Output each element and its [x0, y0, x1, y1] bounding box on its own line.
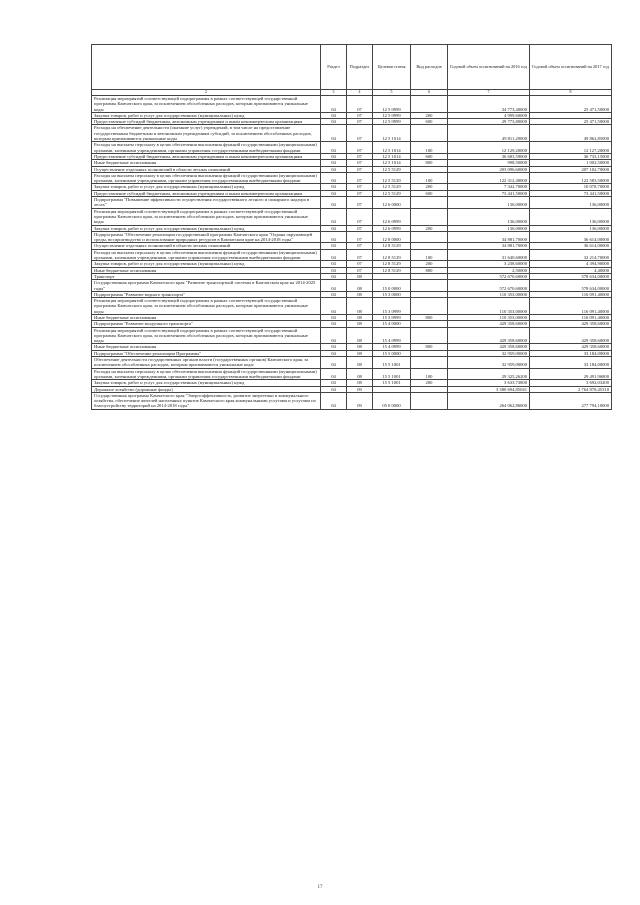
row-section-cell: 04 — [321, 197, 347, 209]
row-2017-value-cell: 33 184,00000 — [530, 357, 612, 369]
row-target-article-cell: 15 4 0999 — [373, 327, 411, 344]
page-number: 17 — [317, 885, 323, 890]
row-target-article-cell: 12 6 0999 — [373, 225, 411, 231]
row-subsection-cell: 08 — [347, 357, 373, 369]
row-name-cell: Осуществление отдельных полномочий в области лесных отношений — [92, 166, 321, 172]
row-section-cell: 04 — [321, 368, 347, 380]
row-target-article-cell: 12 5 0999 — [373, 112, 411, 118]
row-2016-value-cell: 49 811,29000 — [448, 125, 530, 142]
row-target-article-cell: 15 3 0999 — [373, 314, 411, 320]
row-2017-value-cell: 36 733,15000 — [530, 153, 612, 159]
row-expense-type-cell: 100 — [411, 249, 448, 261]
row-subsection-cell: 07 — [347, 208, 373, 225]
row-name-cell: Закупка товаров, работ и услуг для государственных (муниципальных) нужд — [92, 261, 321, 267]
row-2016-value-cell: 34 881,70000 — [448, 231, 530, 243]
row-subsection-cell: 08 — [347, 380, 373, 386]
row-2016-value-cell: 7 342,70000 — [448, 184, 530, 190]
row-subsection-cell: 08 — [347, 280, 373, 292]
row-section-cell: 04 — [321, 380, 347, 386]
row-name-cell: Реализация мероприятий соответствующей подпрограммы в рамках соответствующей государственной программы Камчатского края, за исключением обособленных расходов, которым присваиваются уникальные коды — [92, 298, 321, 315]
row-expense-type-cell — [411, 280, 448, 292]
row-target-article-cell: 12 5 1014 — [373, 153, 411, 159]
row-2017-value-cell: 25 471,50000 — [530, 119, 612, 125]
row-2017-value-cell: 116 091,40000 — [530, 298, 612, 315]
table-header-row — [92, 45, 612, 90]
row-target-article-cell: 15 3 0000 — [373, 291, 411, 297]
row-name-cell: Предоставление субсидий бюджетным, автономным учреждениям и иным некоммерческим организациям — [92, 190, 321, 196]
row-section-cell: 04 — [321, 267, 347, 273]
row-subsection-cell: 07 — [347, 112, 373, 118]
row-2017-value-cell: 4,40000 — [530, 267, 612, 273]
row-expense-type-cell: 600 — [411, 119, 448, 125]
row-section-cell: 04 — [321, 344, 347, 350]
row-subsection-cell: 07 — [347, 184, 373, 190]
header-subsection: Подраздел — [347, 45, 373, 90]
row-2017-value-cell: 32 214,70000 — [530, 249, 612, 261]
row-name-cell: Закупка товаров, работ и услуг для государственных (муниципальных) нужд — [92, 225, 321, 231]
row-section-cell: 04 — [321, 261, 347, 267]
row-target-article-cell: 05 0 0000 — [373, 392, 411, 409]
row-target-article-cell: 15 5 1001 — [373, 380, 411, 386]
row-2016-value-cell: 136,00000 — [448, 197, 530, 209]
row-2016-value-cell: 32 959,00000 — [448, 357, 530, 369]
row-2017-value-cell: 29 491,96800 — [530, 368, 612, 380]
row-subsection-cell: 07 — [347, 261, 373, 267]
row-2017-value-cell: 429 358,60000 — [530, 327, 612, 344]
row-2017-value-cell: 116 091,40000 — [530, 314, 612, 320]
row-2016-value-cell: 32 959,00000 — [448, 350, 530, 356]
row-2017-value-cell: 116 091,40000 — [530, 291, 612, 297]
row-section-cell: 04 — [321, 208, 347, 225]
row-2017-value-cell: 1 002,50000 — [530, 160, 612, 166]
row-section-cell: 04 — [321, 160, 347, 166]
row-target-article-cell: 12 8 5129 — [373, 267, 411, 273]
header-2017-allocation: Годовой объем ассигнований на 2017 год — [530, 45, 612, 90]
row-2016-value-cell: 3 238,60000 — [448, 261, 530, 267]
header-section: Раздел — [321, 45, 347, 90]
row-section-cell: 04 — [321, 96, 347, 113]
row-2017-value-cell: 3 692,03200 — [530, 380, 612, 386]
row-expense-type-cell: 600 — [411, 153, 448, 159]
row-2016-value-cell: 998,50000 — [448, 160, 530, 166]
row-subsection-cell: 07 — [347, 125, 373, 142]
row-2016-value-cell: 4 999,60000 — [448, 112, 530, 118]
row-name-cell: Государственная программа Камчатского края "Энергоэффективность, развитие энергетики и коммунального хозяйства, обеспечение жителей населенных пунктов Камчатского края коммунальными услугами и услугами по благоустройству территорий на 2014-2018 годы" — [92, 392, 321, 409]
row-section-cell: 04 — [321, 392, 347, 409]
row-2017-value-cell: 136,00000 — [530, 225, 612, 231]
row-2017-value-cell: 578 634,00000 — [530, 280, 612, 292]
row-expense-type-cell — [411, 125, 448, 142]
row-expense-type-cell: 100 — [411, 368, 448, 380]
row-2016-value-cell: 29 325,26200 — [448, 368, 530, 380]
row-expense-type-cell — [411, 298, 448, 315]
row-subsection-cell: 07 — [347, 153, 373, 159]
row-expense-type-cell: 200 — [411, 184, 448, 190]
table-row — [92, 125, 612, 142]
row-section-cell: 04 — [321, 280, 347, 292]
row-expense-type-cell: 200 — [411, 225, 448, 231]
row-target-article-cell: 12 6 0000 — [373, 197, 411, 209]
row-2017-value-cell: 123 583,50000 — [530, 172, 612, 184]
row-2016-value-cell: 110 353,00000 — [448, 298, 530, 315]
row-name-cell: Транспорт — [92, 273, 321, 279]
row-2016-value-cell: 429 358,60000 — [448, 321, 530, 327]
row-name-cell: Дорожное хозяйство (дорожные фонды) — [92, 386, 321, 392]
row-name-cell: Закупка товаров, работ и услуг для государственных (муниципальных) нужд — [92, 184, 321, 190]
row-section-cell: 04 — [321, 225, 347, 231]
row-expense-type-cell: 800 — [411, 267, 448, 273]
row-name-cell: Подпрограмма "Обеспечение реализации Программы" — [92, 350, 321, 356]
row-section-cell: 04 — [321, 321, 347, 327]
row-2017-value-cell: 36 614,00000 — [530, 243, 612, 249]
row-2016-value-cell: 122 312,40000 — [448, 172, 530, 184]
row-subsection-cell: 07 — [347, 225, 373, 231]
row-subsection-cell: 08 — [347, 314, 373, 320]
row-expense-type-cell: 200 — [411, 261, 448, 267]
row-2016-value-cell: 31 640,60000 — [448, 249, 530, 261]
row-2017-value-cell: 4 394,90000 — [530, 261, 612, 267]
row-target-article-cell: 12 5 5129 — [373, 166, 411, 172]
row-target-article-cell: 12 5 1014 — [373, 125, 411, 142]
row-subsection-cell: 07 — [347, 190, 373, 196]
header-expense-type: Вид расходов — [411, 45, 448, 90]
row-name-cell: Иные бюджетные ассигнования — [92, 160, 321, 166]
column-number: 4 — [347, 90, 373, 96]
row-target-article-cell: 15 5 0000 — [373, 350, 411, 356]
row-subsection-cell: 07 — [347, 267, 373, 273]
row-name-cell: Реализация мероприятий соответствующей подпрограммы в рамках соответствующей государственной программы Камчатского края, за исключением обособленных расходов, которым присваиваются уникальные коды — [92, 96, 321, 113]
row-subsection-cell: 09 — [347, 392, 373, 409]
row-target-article-cell: 15 0 0000 — [373, 280, 411, 292]
row-expense-type-cell — [411, 96, 448, 113]
row-section-cell: 04 — [321, 350, 347, 356]
row-section-cell: 04 — [321, 153, 347, 159]
row-name-cell: Реализация мероприятий соответствующей подпрограммы в рамках соответствующей государственной программы Камчатского края, за исключением обособленных расходов, которым присваиваются уникальные коды — [92, 327, 321, 344]
row-name-cell: Обеспечение деятельности государственных органов власти (государственных органов) Камчатского края, за исключением обособленных расходов, которым присваиваются уникальные коды — [92, 357, 321, 369]
row-expense-type-cell: 800 — [411, 314, 448, 320]
row-target-article-cell: 12 6 0999 — [373, 208, 411, 225]
row-name-cell: Подпрограмма "Развитие водного транспорта" — [92, 291, 321, 297]
row-section-cell: 04 — [321, 386, 347, 392]
row-target-article-cell: 12 5 5129 — [373, 184, 411, 190]
row-name-cell: Иные бюджетные ассигнования — [92, 267, 321, 273]
row-subsection-cell: 07 — [347, 166, 373, 172]
row-name-cell: Предоставление субсидий бюджетным, автономным учреждениям и иным некоммерческим организациям — [92, 119, 321, 125]
row-2016-value-cell: 264 062,86000 — [448, 392, 530, 409]
row-2016-value-cell: 73 441,50000 — [448, 190, 530, 196]
table-row — [92, 197, 612, 209]
row-name-cell: Предоставление субсидий бюджетным, автономным учреждениям и иным некоммерческим организациям — [92, 153, 321, 159]
row-2017-value-cell: 136,00000 — [530, 208, 612, 225]
row-section-cell: 04 — [321, 298, 347, 315]
row-2016-value-cell: 12 129,20000 — [448, 142, 530, 154]
row-2016-value-cell: 3 380 694,85041 — [448, 386, 530, 392]
table-row — [92, 231, 612, 243]
row-name-cell: Осуществление отдельных полномочий в области лесных отношений — [92, 243, 321, 249]
table-row — [92, 96, 612, 113]
table-row — [92, 142, 612, 154]
row-section-cell: 04 — [321, 190, 347, 196]
row-subsection-cell: 07 — [347, 197, 373, 209]
row-2016-value-cell: 429 358,60000 — [448, 327, 530, 344]
row-expense-type-cell: 600 — [411, 190, 448, 196]
table-row — [92, 392, 612, 409]
row-2017-value-cell: 578 634,00000 — [530, 273, 612, 279]
row-2017-value-cell: 49 862,85000 — [530, 125, 612, 142]
row-subsection-cell: 07 — [347, 249, 373, 261]
row-2016-value-cell: 572 670,60000 — [448, 280, 530, 292]
row-subsection-cell: 08 — [347, 344, 373, 350]
row-name-cell: Расходы на обеспечение деятельности (оказание услуг) учреждений, в том числе на предоставление государственным бюджетным и автономным учреждениям субсидий, за исключением обособленных расходов, которым присваиваются уникальные коды — [92, 125, 321, 142]
row-2016-value-cell: 29 773,80000 — [448, 119, 530, 125]
row-2016-value-cell: 429 358,60000 — [448, 344, 530, 350]
row-name-cell: Закупка товаров, работ и услуг для государственных (муниципальных) нужд — [92, 112, 321, 118]
row-subsection-cell: 07 — [347, 172, 373, 184]
table-row — [92, 280, 612, 292]
row-2017-value-cell: 136,00000 — [530, 197, 612, 209]
row-subsection-cell: 07 — [347, 160, 373, 166]
table-row — [92, 208, 612, 225]
row-2016-value-cell: 34 773,40000 — [448, 96, 530, 113]
row-expense-type-cell — [411, 208, 448, 225]
row-2017-value-cell: 429 358,60000 — [530, 321, 612, 327]
column-number: 7 — [448, 90, 530, 96]
row-2017-value-cell: 207 102,70000 — [530, 166, 612, 172]
header-2016-allocation: Годовой объем ассигнований на 2016 год — [448, 45, 530, 90]
row-subsection-cell: 09 — [347, 386, 373, 392]
row-2017-value-cell: 36 614,00000 — [530, 231, 612, 243]
row-name-cell: Государственная программа Камчатского края "Развитие транспортной системы в Камчатском крае на 2014-2025 годы" — [92, 280, 321, 292]
row-section-cell: 04 — [321, 119, 347, 125]
row-2017-value-cell: 2 764 878,45310 — [530, 386, 612, 392]
row-2017-value-cell: 33 184,00000 — [530, 350, 612, 356]
row-expense-type-cell: 800 — [411, 160, 448, 166]
row-name-cell: Расходы на выплаты персоналу в целях обеспечения выполнения функций государственными (муниципальными) органами, казенными учреждениями, органами управления государственными внебюджетными фондами — [92, 172, 321, 184]
table-row — [92, 172, 612, 184]
row-subsection-cell: 08 — [347, 350, 373, 356]
row-name-cell: Расходы на выплаты персоналу в целях обеспечения выполнения функций государственными (муниципальными) органами, казенными учреждениями, органами управления государственными внебюджетными фондами — [92, 368, 321, 380]
row-target-article-cell: 12 5 5129 — [373, 172, 411, 184]
row-2017-value-cell: 429 358,60000 — [530, 344, 612, 350]
row-subsection-cell: 07 — [347, 96, 373, 113]
row-section-cell: 04 — [321, 125, 347, 142]
row-2017-value-cell: 10 078,70000 — [530, 184, 612, 190]
row-expense-type-cell — [411, 327, 448, 344]
row-expense-type-cell — [411, 392, 448, 409]
row-subsection-cell: 07 — [347, 243, 373, 249]
row-2016-value-cell: 3 633,73800 — [448, 380, 530, 386]
row-subsection-cell: 08 — [347, 291, 373, 297]
row-target-article-cell: 15 5 1001 — [373, 357, 411, 369]
row-subsection-cell: 08 — [347, 368, 373, 380]
row-section-cell: 04 — [321, 112, 347, 118]
row-section-cell: 04 — [321, 142, 347, 154]
row-2017-value-cell: 277 794,10000 — [530, 392, 612, 409]
row-2016-value-cell: 136,00000 — [448, 208, 530, 225]
row-expense-type-cell: 200 — [411, 380, 448, 386]
row-name-cell: Расходы на выплаты персоналу в целях обеспечения выполнения функций государственными (муниципальными) органами, казенными учреждениями, органами управления государственными внебюджетными фондами — [92, 249, 321, 261]
row-2016-value-cell: 36 683,59000 — [448, 153, 530, 159]
row-2016-value-cell: 110 353,00000 — [448, 314, 530, 320]
row-target-article-cell: 15 3 0999 — [373, 298, 411, 315]
column-number: 6 — [411, 90, 448, 96]
row-section-cell: 04 — [321, 357, 347, 369]
row-subsection-cell: 07 — [347, 231, 373, 243]
row-section-cell: 04 — [321, 273, 347, 279]
row-expense-type-cell — [411, 231, 448, 243]
row-subsection-cell: 08 — [347, 327, 373, 344]
row-target-article-cell: 12 8 5129 — [373, 249, 411, 261]
row-target-article-cell: 12 5 5129 — [373, 190, 411, 196]
row-subsection-cell: 08 — [347, 273, 373, 279]
column-number: 2 — [92, 90, 321, 96]
column-number: 8 — [530, 90, 612, 96]
row-expense-type-cell: 100 — [411, 142, 448, 154]
table-row — [92, 368, 612, 380]
row-name-cell: Иные бюджетные ассигнования — [92, 314, 321, 320]
row-expense-type-cell: 800 — [411, 344, 448, 350]
budget-table — [91, 44, 612, 410]
header-name — [92, 45, 321, 90]
row-expense-type-cell: 200 — [411, 112, 448, 118]
row-name-cell: Иные бюджетные ассигнования — [92, 344, 321, 350]
row-subsection-cell: 08 — [347, 321, 373, 327]
row-name-cell: Закупка товаров, работ и услуг для государственных (муниципальных) нужд — [92, 380, 321, 386]
row-section-cell: 04 — [321, 327, 347, 344]
row-expense-type-cell — [411, 357, 448, 369]
row-section-cell: 04 — [321, 172, 347, 184]
row-section-cell: 04 — [321, 243, 347, 249]
row-target-article-cell: 12 8 5129 — [373, 261, 411, 267]
row-subsection-cell: 08 — [347, 298, 373, 315]
row-2016-value-cell: 136,00000 — [448, 225, 530, 231]
row-target-article-cell: 12 5 1014 — [373, 160, 411, 166]
row-2016-value-cell: 34 881,70000 — [448, 243, 530, 249]
table-row — [92, 327, 612, 344]
row-2016-value-cell: 203 096,60000 — [448, 166, 530, 172]
row-expense-type-cell — [411, 197, 448, 209]
row-2017-value-cell: 73 441,50000 — [530, 190, 612, 196]
row-section-cell: 04 — [321, 291, 347, 297]
row-name-cell: Подпрограмма "Повышение эффективности осуществления государственного лесного и пожарного надзора в лесах" — [92, 197, 321, 209]
row-2016-value-cell: 110 353,00000 — [448, 291, 530, 297]
row-target-article-cell: 15 5 1001 — [373, 368, 411, 380]
row-name-cell: Расходы на выплаты персоналу в целях обеспечения выполнения функций государственными (муниципальными) органами, казенными учреждениями, органами управления государственными внебюджетными фондами — [92, 142, 321, 154]
row-section-cell: 04 — [321, 166, 347, 172]
row-2017-value-cell: 12 127,20000 — [530, 142, 612, 154]
column-number: 3 — [321, 90, 347, 96]
table-row — [92, 298, 612, 315]
row-target-article-cell: 15 4 0000 — [373, 321, 411, 327]
row-name-cell: Подпрограмма "Обеспечение реализации государственной программы Камчатского края "Охрана окружающей среды, воспроизводство и использование природных ресурсов в Камчатском крае на 2014-2018 годы" — [92, 231, 321, 243]
row-subsection-cell: 07 — [347, 142, 373, 154]
row-name-cell: Реализация мероприятий соответствующей подпрограммы в рамках соответствующей государственной программы Камчатского края, за исключением обособленных расходов, которым присваиваются уникальные коды — [92, 208, 321, 225]
row-target-article-cell: 12 5 0999 — [373, 96, 411, 113]
table-row — [92, 249, 612, 261]
header-target-article: Целевая статья — [373, 45, 411, 90]
row-target-article-cell: 15 4 0999 — [373, 344, 411, 350]
row-expense-type-cell: 100 — [411, 172, 448, 184]
row-subsection-cell: 07 — [347, 119, 373, 125]
row-section-cell: 04 — [321, 184, 347, 190]
row-section-cell: 04 — [321, 314, 347, 320]
row-section-cell: 04 — [321, 249, 347, 261]
row-target-article-cell: 12 8 0000 — [373, 231, 411, 243]
column-number: 5 — [373, 90, 411, 96]
row-name-cell: Подпрограмма "Развитие воздушного транспорта" — [92, 321, 321, 327]
row-section-cell: 04 — [321, 231, 347, 243]
table-row — [92, 357, 612, 369]
row-target-article-cell: 12 8 5129 — [373, 243, 411, 249]
row-2016-value-cell: 2,50000 — [448, 267, 530, 273]
row-2017-value-cell: 25 471,50000 — [530, 96, 612, 113]
row-2016-value-cell: 572 670,60000 — [448, 273, 530, 279]
row-target-article-cell: 12 5 0999 — [373, 119, 411, 125]
row-target-article-cell: 12 5 1014 — [373, 142, 411, 154]
